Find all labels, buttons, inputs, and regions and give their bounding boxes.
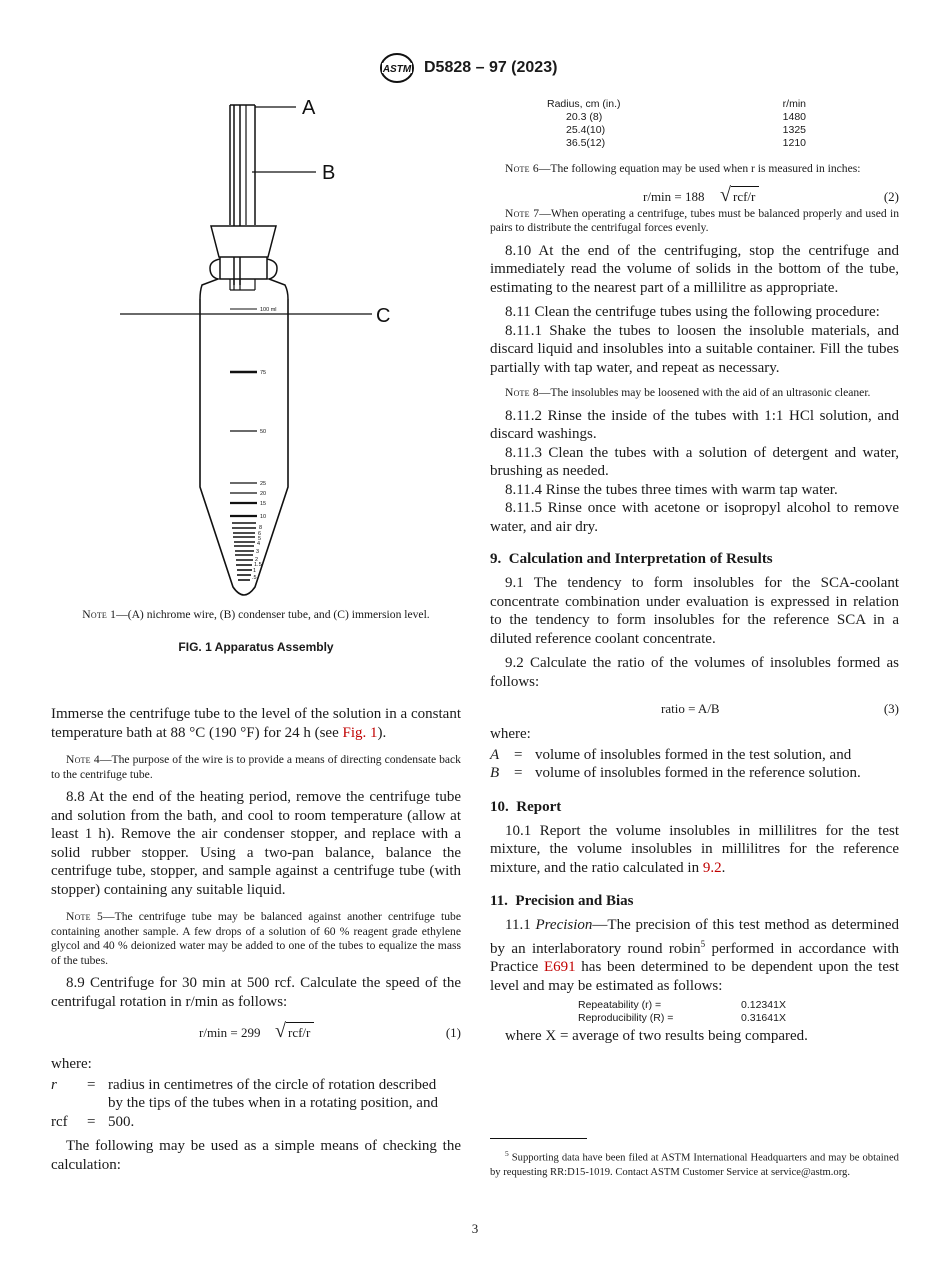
para-11-1: 11.1 Precision—The precision of this test method as determined by an interlaboratory round robin$^5$ performed in accordance with Practice E691 has been determined to be dependent upon the test level and may be estimated as follows: (490, 917, 899, 994)
para-8-10: 8.10 At the end of the centrifuging, stop the centrifuge and immediately read the volume of solids in the bottom of the tube, estimating to the nearest part of a millilitre as appropriate. (490, 242, 899, 296)
figure-caption: FIG. 1 Apparatus Assembly (178, 640, 334, 654)
note-8: Note 8—The insolubles may be loosened with the aid of an ultrasonic cleaner. (505, 386, 871, 399)
right-column (490, 98, 899, 1046)
table-row: 36.5(12) 1210 (566, 137, 806, 149)
grad-label: 50 (260, 429, 267, 435)
label-b: B (322, 162, 336, 184)
grad-label: 25 (260, 481, 267, 487)
para-8-11-3: 8.11.3 Clean the tubes with a solution of detergent and water, brushing as needed. (490, 444, 900, 479)
note-4: Note 4—The purpose of the wire is to provide a means of directing condensate back to the centrifuge tube. (51, 753, 461, 781)
para-8-11-4: 8.11.4 Rinse the tubes three times with warm tap water. (505, 481, 838, 498)
page-header (0, 50, 950, 86)
note-5: Note 5—The centrifuge tube may be balanced against another centrifuge tube containing another sample. A few drops of a solution of 60 % reagent grade ethylene glycol and 40 % deionized water may be added to one of the tubes to equalize the mass of the tubes. (51, 910, 462, 967)
section-11-heading: 11. Precision and Bias (490, 893, 634, 909)
radius-table (547, 98, 806, 150)
logo-text: ASTM (382, 64, 412, 75)
grad-label: 1 (253, 568, 257, 574)
check-paragraph: The following may be used as a simple means of checking the calculation: (51, 1138, 461, 1173)
section-9-2-link[interactable]: 9.2 (702, 859, 722, 876)
where-x: where X = average of two results being compared. (505, 1028, 808, 1044)
grad-label: 100 ml (260, 307, 277, 313)
left-column (51, 705, 461, 1174)
label-c: C (376, 305, 391, 327)
equation-2: r/min = 188 √ rcf/r (2) (643, 183, 899, 206)
figure-note: Note 1—(A) nichrome wire, (B) condenser tube, and (C) immersion level. (82, 608, 430, 621)
grad-label: 20 (260, 491, 267, 497)
precision-values: Repeatability (r) = 0.12341X Reproducibility (R) = 0.31641X (578, 999, 786, 1024)
grad-label: 4 (257, 541, 261, 547)
para-8-9: 8.9 Centrifuge for 30 min at 500 rcf. Calculate the speed of the centrifugal rotation in r/min as follows: (51, 975, 461, 1010)
para-8-11-1: 8.11.1 Shake the tubes to loosen the insoluble materials, and discard liquid and insolubles into a suitable container. Fill the tubes partially with tap water, and repeat as necessary. (490, 322, 900, 376)
where-label: where: (490, 726, 531, 742)
para-9-1: 9.1 The tendency to form insolubles for the SCA-coolant concentrate combination under evaluation is expressed in relation to the tendency to form insolubles for the reference SCA in a diluted reference coolant concentrate. (490, 575, 899, 647)
fig-1-link[interactable]: Fig. 1 (342, 724, 378, 741)
note-7: Note 7—When operating a centrifuge, tubes must be balanced properly and used in pairs to distribute the centrifugal forces evenly. (490, 206, 899, 234)
equation-3: ratio = A/B (3) (661, 701, 899, 716)
para-10-1: 10.1 Report the volume insolubles in millilitres for the test mixture, the volume insolubles in millilitres for the reference mixture, and the ratio calculated in 9.2. (490, 822, 900, 876)
grad-label: .5 (252, 575, 257, 581)
para-8-11-2: 8.11.2 Rinse the inside of the tubes with 1:1 HCl solution, and discard washings. (490, 407, 899, 442)
para-9-2: 9.2 Calculate the ratio of the volumes of insolubles formed as follows: (490, 655, 899, 690)
para-8-8: 8.8 At the end of the heating period, remove the centrifuge tube and solution from the bath, and cool to room temperature (allow at least 1 h). Remove the air condenser stopper, and replace with a solid rubber stopper. Using a two-pan balance, balance the centrifuge tube, stopper, and sample against a centrifuge tube (with stopper) containing any suitable liquid. (51, 789, 461, 898)
grad-label: 15 (260, 501, 267, 507)
figure-1 (50, 95, 462, 655)
equation-1: r/min = 299 √ rcf/r (1) (199, 1020, 461, 1042)
grad-label: 8 (259, 525, 263, 531)
grad-label: 5 (258, 536, 262, 542)
section-10-heading: 10. Report (490, 798, 562, 815)
grad-label: 75 (260, 370, 267, 376)
table-row: 20.3 (8) 1480 (566, 111, 806, 123)
note-6: Note 6—The following equation may be used when r is measured in inches: (505, 162, 861, 175)
intro-paragraph: Immerse the centrifuge tube to the level of the solution in a constant temperature bath at 88 °C (190 °F) for 24 h (see Fig. 1). (51, 706, 461, 741)
apparatus-drawing (50, 95, 462, 605)
label-a: A (302, 97, 316, 119)
para-8-11: 8.11 Clean the centrifuge tubes using the following procedure: (505, 304, 880, 320)
grad-label: 2 (255, 557, 259, 563)
footnote-rule (490, 1138, 587, 1139)
designation: D5828 – 97 (2023) (424, 59, 558, 76)
table-header: Radius, cm (in.) r/min (547, 98, 806, 110)
section-9-heading: 9. Calculation and Interpretation of Results (490, 551, 773, 567)
footnote-5: $^5$ Supporting data have been filed at ASTM International Headquarters and may be obtained by requesting RR:D15-1019. Contact ASTM Customer Service at service@astm.org. (490, 1149, 899, 1178)
para-8-11-5: 8.11.5 Rinse once with acetone or isopropyl alcohol to remove water, and air dry. (490, 500, 899, 535)
definition-list: r = radius in centimetres of the circle of rotation described by the tips of the tubes when in a rotating position, and rcf = 500. (51, 1076, 438, 1130)
grad-label: 3 (256, 549, 260, 555)
where-label: where: (51, 1056, 92, 1072)
grad-label: 10 (260, 514, 267, 520)
grad-label: 1.5 (254, 562, 262, 568)
e691-link[interactable]: E691 (543, 959, 576, 975)
table-row: 25.4(10) 1325 (566, 124, 806, 136)
grad-label: 6 (258, 531, 262, 537)
definition-list: A = volume of insolubles formed in the test solution, and B = volume of insolubles formed in the reference solution. (490, 746, 861, 781)
page-number: 3 (471, 1221, 479, 1236)
astm-logo (379, 52, 415, 84)
